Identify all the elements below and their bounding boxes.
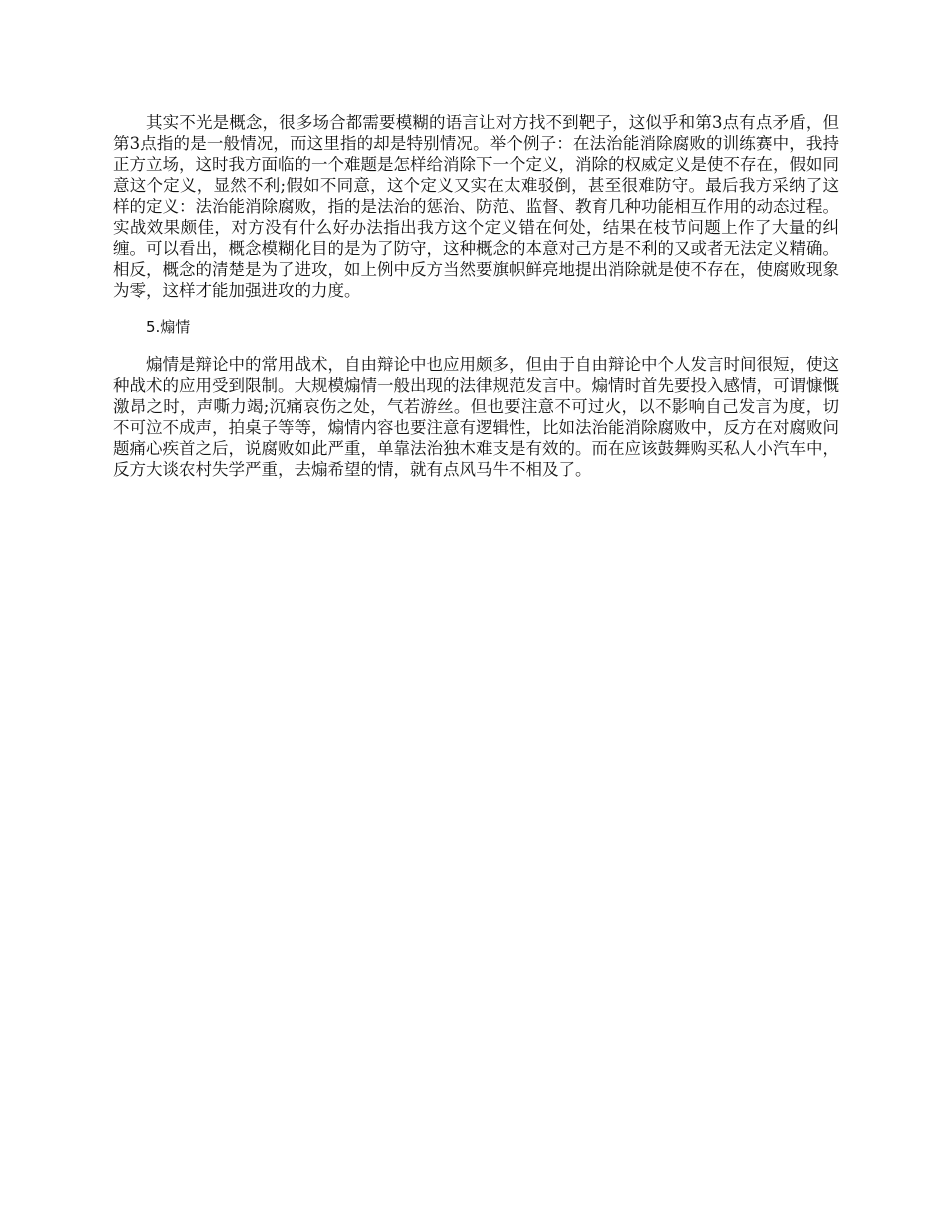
paragraph-concept-vagueness: 其实不光是概念，很多场合都需要模糊的语言让对方找不到靶子，这似乎和第3点有点矛盾，但第3点指的是一般情况，而这里指的却是特别情况。举个例子：在法治能消除腐败的训练赛中，我持正方立场，这时我方面临的一个难题是怎样给消除下一个定义，消除的权威定义是使不存在，假如同意这个定义，显然不利;假如不同意，这个定义又实在太难驳倒，甚至很难防守。最后我方采纳了这样的定义：法治能消除腐败，指的是法治的惩治、防范、监督、教育几种功能相互作用的动态过程。实战效果颇佳，对方没有什么好办法指出我方这个定义错在何处，结果在枝节问题上作了大量的纠缠。可以看出，概念模糊化目的是为了防守，这种概念的本意对己方是不利的又或者无法定义精确。相反，概念的清楚是为了进攻，如上例中反方当然要旗帜鲜亮地提出消除就是使不存在，使腐败现象为零，这样才能加强进攻的力度。 — [113, 113, 839, 300]
paragraph-emotional-appeal: 煽情是辩论中的常用战术，自由辩论中也应用颇多，但由于自由辩论中个人发言时间很短，使这种战术的应用受到限制。大规模煽情一般出现的法律规范发言中。煽情时首先要投入感情，可谓慷慨激昂之时，声嘶力竭;沉痛哀伤之处，气若游丝。但也要注意不可过火，以不影响自己发言为度，切不可泣不成声，拍桌子等等，煽情内容也要注意有逻辑性，比如法治能消除腐败中，反方在对腐败问题痛心疾首之后，说腐败如此严重，单靠法治独木难支是有效的。而在应该鼓舞购买私人小汽车中，反方大谈农村失学严重，去煽希望的情，就有点风马牛不相及了。 — [113, 355, 839, 479]
document-body — [113, 112, 839, 496]
section-heading: 5.煽情 — [146, 318, 191, 336]
